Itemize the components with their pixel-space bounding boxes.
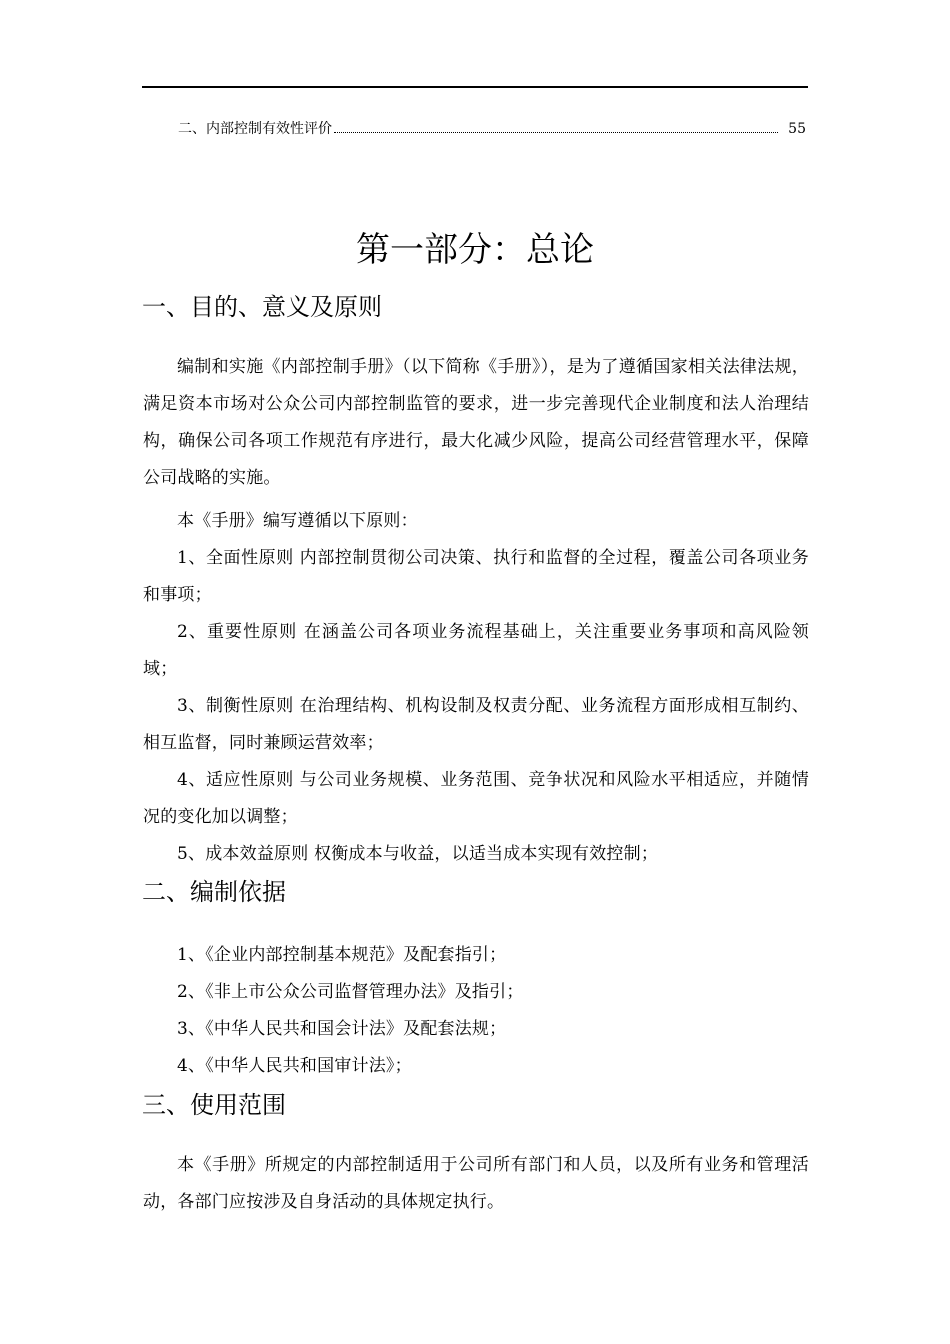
purpose-paragraph: 编制和实施《内部控制手册》（以下简称《手册》），是为了遵循国家相关法律法规，满足资本市场对公众公司内部控制监管的要求，进一步完善现代企业制度和法人治理结构，确保公司各项工作规范有序进行，最大化减少风险，提高公司经营管理水平，保障公司战略的实施。 <box>143 357 809 488</box>
principle-item: 4、适应性原则 与公司业务规模、业务范围、竞争状况和风险水平相适应，并随情况的变化加以调整； <box>143 770 809 827</box>
basis-item: 1、《企业内部控制基本规范》及配套指引； <box>177 945 507 965</box>
toc-page-number: 55 <box>788 121 806 137</box>
section-heading-scope: 三、使用范围 <box>142 1091 286 1119</box>
scope-paragraph: 本《手册》所规定的内部控制适用于公司所有部门和人员，以及所有业务和管理活动，各部门应按涉及自身活动的具体规定执行。 <box>143 1155 809 1212</box>
basis-item: 3、《中华人民共和国会计法》及配套法规； <box>177 1019 507 1039</box>
toc-entry[interactable] <box>178 119 806 139</box>
part-title: 第一部分：总论 <box>356 230 594 270</box>
toc-entry-text: 二、内部控制有效性评价 <box>178 121 332 137</box>
principle-item: 5、成本效益原则 权衡成本与收益，以适当成本实现有效控制； <box>177 844 659 864</box>
header-rule <box>142 86 808 88</box>
basis-item: 4、《中华人民共和国审计法》； <box>177 1056 412 1076</box>
principle-item: 1、全面性原则 内部控制贯彻公司决策、执行和监督的全过程，覆盖公司各项业务和事项； <box>143 548 809 605</box>
principle-item: 2、重要性原则 在涵盖公司各项业务流程基础上，关注重要业务事项和高风险领域； <box>143 622 809 679</box>
toc-dot-leader <box>334 132 778 133</box>
basis-item: 2、《非上市公众公司监督管理办法》及指引； <box>177 982 524 1002</box>
section-heading-basis: 二、编制依据 <box>142 878 286 906</box>
section-heading-purpose: 一、目的、意义及原则 <box>142 293 382 321</box>
principle-item: 3、制衡性原则 在治理结构、机构设制及权责分配、业务流程方面形成相互制约、相互监督，同时兼顾运营效率； <box>143 696 809 753</box>
principles-lead: 本《手册》编写遵循以下原则： <box>177 511 418 531</box>
